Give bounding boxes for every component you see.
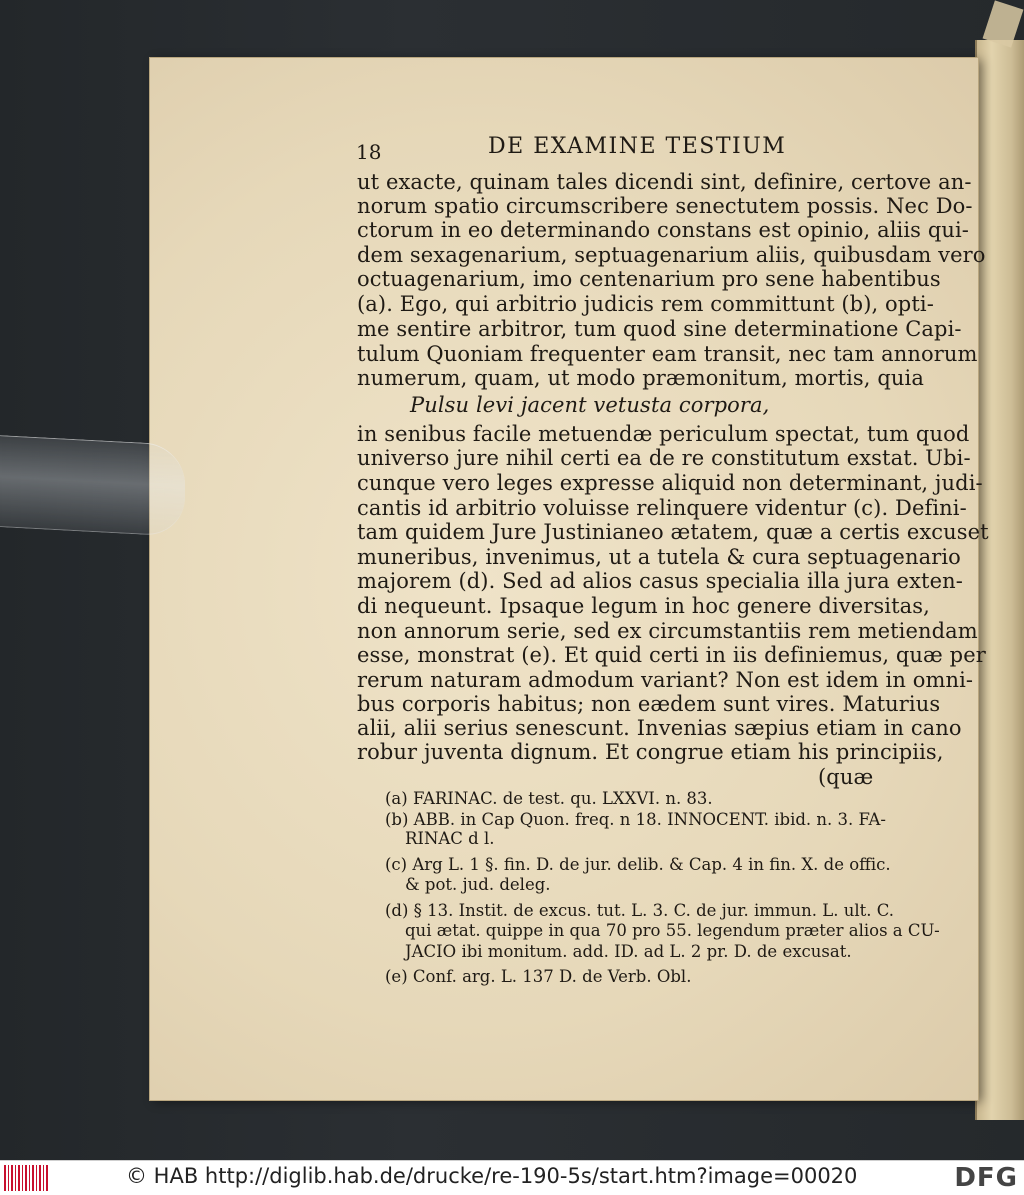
footnote: (d) § 13. Instit. de excus. tut. L. 3. C. de jur. immun. L. ult. C. [385, 901, 895, 920]
footnote: JACIO ibi monitum. add. ID. ad L. 2 pr. D. de excusat. [405, 942, 852, 961]
body-line: robur juventa dignum. Et congrue etiam his principiis, [357, 740, 944, 764]
footnote: qui ætat. quippe in qua 70 pro 55. legendum præter alios a CU- [405, 921, 940, 940]
body-line: muneribus, invenimus, ut a tutela & cura septuagenario [357, 545, 961, 569]
body-line: esse, monstrat (e). Et quid certi in iis definiemus, quæ per [357, 643, 986, 667]
body-line: non annorum serie, sed ex circumstantiis rem metiendam [357, 619, 978, 643]
body-line: in senibus facile metuendæ periculum spectat, tum quod [357, 422, 970, 446]
body-line: cunque vero leges expresse aliquid non determinant, judi- [357, 471, 983, 495]
body-line: octuagenarium, imo centenarium pro sene habentibus [357, 267, 941, 291]
viewer-footer [0, 1160, 1024, 1195]
body-line: alii, alii serius senescunt. Invenias sæpius etiam in cano [357, 716, 962, 740]
body-line: tam quidem Jure Justinianeo ætatem, quæ a certis excuset [357, 520, 989, 544]
body-line: dem sexagenarium, septuagenarium aliis, quibusdam vero [357, 243, 986, 267]
body-line: numerum, quam, ut modo præmonitum, mortis, quia [357, 366, 924, 390]
body-line: me sentire arbitror, tum quod sine determinatione Capi- [357, 317, 962, 341]
running-title: DE EXAMINE TESTIUM [488, 134, 787, 159]
body-line: ctorum in eo determinando constans est opinio, aliis qui- [357, 218, 969, 242]
body-line: universo jure nihil certi ea de re constitutum exstat. Ubi- [357, 446, 971, 470]
hab-logo-icon [4, 1165, 48, 1191]
body-line: rerum naturam admodum variant? Non est idem in omni- [357, 668, 974, 692]
body-line: cantis id arbitrio voluisse relinquere videntur (c). Defini- [357, 496, 967, 520]
body-line: ut exacte, quinam tales dicendi sint, definire, certove an- [357, 170, 972, 194]
next-page-edge [975, 40, 1024, 1120]
body-line: (a). Ego, qui arbitrio judicis rem committunt (b), opti- [357, 292, 934, 316]
footnote: (a) FARINAC. de test. qu. LXXVI. n. 83. [385, 789, 713, 808]
body-line: di nequeunt. Ipsaque legum in hoc genere diversitas, [357, 594, 930, 618]
page-number: 18 [356, 140, 382, 164]
dfg-logo: DFG [954, 1163, 1018, 1193]
body-line: tulum Quoniam frequenter eam transit, nec tam annorum [357, 342, 978, 366]
footnote: & pot. jud. deleg. [405, 875, 551, 894]
catchword: (quæ [818, 765, 874, 789]
glass-page-weight [0, 435, 185, 537]
body-line: majorem (d). Sed ad alios casus specialia illa jura exten- [357, 569, 963, 593]
verse-quotation: Pulsu levi jacent vetusta corpora, [410, 393, 770, 417]
footnote: (e) Conf. arg. L. 137 D. de Verb. Obl. [385, 967, 692, 986]
footnote: RINAC d l. [405, 829, 495, 848]
footnote: (c) Arg L. 1 §. fin. D. de jur. delib. & Cap. 4 in fin. X. de offic. [385, 855, 891, 874]
source-credit-link[interactable]: © HAB http://diglib.hab.de/drucke/re-190-5s/start.htm?image=00020 [126, 1164, 858, 1188]
body-line: norum spatio circumscribere senectutem possis. Nec Do- [357, 194, 973, 218]
body-line: bus corporis habitus; non eædem sunt vires. Maturius [357, 692, 941, 716]
footnote: (b) ABB. in Cap Quon. freq. n 18. INNOCENT. ibid. n. 3. FA- [385, 810, 887, 829]
